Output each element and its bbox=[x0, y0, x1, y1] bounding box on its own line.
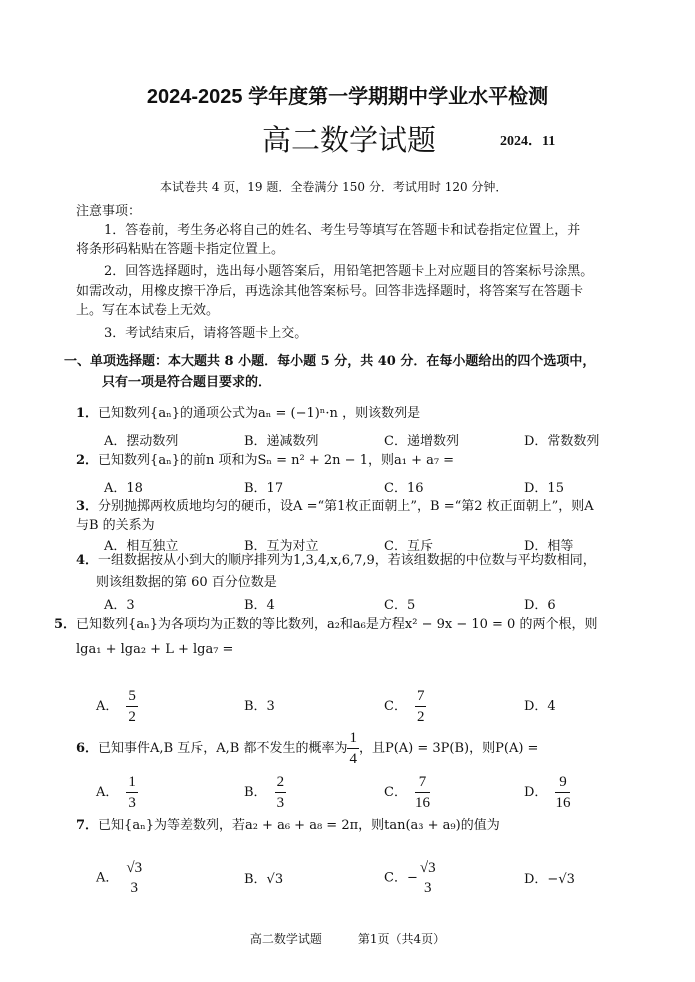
fraction bbox=[275, 772, 287, 813]
fraction bbox=[415, 686, 427, 727]
option-c: C．互斥 bbox=[384, 539, 433, 554]
notice-item: 将条形码粘贴在答题卡指定位置上。 bbox=[76, 242, 285, 257]
fraction bbox=[347, 728, 359, 769]
question-text-cont: lga₁ + lga₂ + L + lga₇ = bbox=[76, 642, 234, 657]
exam-title: 2024-2025 学年度第一学期期中学业水平检测 bbox=[146, 86, 549, 108]
fraction bbox=[126, 686, 138, 727]
numerator: 7 bbox=[415, 686, 427, 707]
question-number: 4． bbox=[76, 553, 99, 568]
option-label: A． bbox=[96, 870, 119, 886]
question-text: 已知事件A,B 互斥，A,B 都不发生的概率为 bbox=[98, 741, 348, 756]
fraction bbox=[420, 858, 436, 898]
page-footer bbox=[0, 930, 695, 948]
denominator: 2 bbox=[128, 709, 136, 725]
numerator: 5 bbox=[126, 686, 138, 707]
question-text-cont: 与B 的关系为 bbox=[76, 518, 155, 533]
denominator: 3 bbox=[128, 795, 136, 811]
option-c bbox=[384, 858, 436, 898]
denominator: 4 bbox=[349, 751, 357, 767]
option-a: A．18 bbox=[104, 481, 143, 496]
option-c bbox=[384, 686, 426, 727]
option-c: C．5 bbox=[384, 598, 416, 613]
question-2 bbox=[76, 452, 454, 470]
numerator: √3 bbox=[126, 860, 143, 876]
notice-item: 1．答卷前，考生务必将自己的姓名、考生号等填写在答题卡和试卷指定位置上，并 bbox=[104, 223, 581, 238]
question-5 bbox=[54, 616, 597, 634]
option-a: A．相互独立 bbox=[104, 539, 179, 554]
option-a: A．3 bbox=[104, 598, 135, 613]
numerator: 9 bbox=[555, 772, 570, 793]
fraction bbox=[555, 772, 570, 813]
question-3 bbox=[76, 498, 594, 516]
option-d: D．相等 bbox=[524, 539, 574, 554]
option-d: D．−√3 bbox=[524, 872, 575, 887]
question-number: 6． bbox=[76, 741, 99, 756]
option-d: D．6 bbox=[524, 598, 556, 613]
footer-page-number: 第1页（共4页） bbox=[357, 932, 446, 946]
question-text: ，且P(A) = 3P(B)，则P(A) = bbox=[358, 741, 539, 756]
denominator: 2 bbox=[416, 709, 425, 725]
fraction bbox=[126, 858, 142, 898]
question-7 bbox=[76, 817, 500, 835]
option-d: D．15 bbox=[524, 481, 564, 496]
question-text-cont: 则该组数据的第 60 百分位数是 bbox=[96, 575, 277, 590]
question-number: 5． bbox=[54, 617, 77, 632]
numerator: √3 bbox=[419, 860, 436, 876]
option-label: C． bbox=[384, 699, 407, 714]
question-number: 2． bbox=[76, 453, 99, 468]
notice-heading: 注意事项： bbox=[76, 204, 142, 219]
notice-item: 2．回答选择题时，选出每小题答案后，用铅笔把答题卡上对应题目的答案标号涂黑。 bbox=[104, 264, 594, 279]
question-text: 已知数列{aₙ}的通项公式为aₙ = (−1)ⁿ·n ，则该数列是 bbox=[98, 406, 421, 421]
option-a bbox=[96, 772, 138, 813]
option-d bbox=[524, 772, 570, 813]
question-number: 7． bbox=[76, 818, 99, 833]
numerator: 7 bbox=[415, 772, 430, 793]
section-heading: 一、单项选择题：本大题共 8 小题．每小题 5 分，共 40 分．在每小题给出的四个选项中， bbox=[64, 354, 596, 369]
exam-info: 本试卷共 4 页，19 题．全卷满分 150 分．考试用时 120 分钟． bbox=[160, 180, 508, 194]
question-6 bbox=[76, 728, 538, 769]
option-label: B． bbox=[244, 785, 267, 800]
exam-date: 2024．11 bbox=[500, 134, 556, 149]
question-text: 已知数列{aₙ}为各项均为正数的等比数列，a₂和a₆是方程x² − 9x − 10 = 0 的两个根，则 bbox=[76, 617, 598, 632]
question-text: 一组数据按从小到大的顺序排列为1,3,4,x,6,7,9，若该组数据的中位数与平均数相同， bbox=[98, 553, 596, 568]
option-label: C． bbox=[384, 785, 407, 800]
option-label: C．− bbox=[384, 870, 418, 886]
option-c: C．16 bbox=[384, 481, 424, 496]
question-text: 分别抛掷两枚质地均匀的硬币，设A =“第1枚正面朝上”，B =“第2 枚正面朝上”，则A bbox=[98, 499, 594, 514]
denominator: 16 bbox=[555, 795, 571, 811]
denominator: 16 bbox=[414, 795, 430, 811]
denominator: 3 bbox=[276, 795, 285, 811]
option-label: A． bbox=[96, 699, 119, 714]
option-b: B．√3 bbox=[244, 872, 284, 887]
question-text: 已知数列{aₙ}的前n 项和为Sₙ = n² + 2n − 1，则a₁ + a₇ = bbox=[98, 453, 455, 468]
option-a bbox=[96, 686, 138, 727]
option-b: B．4 bbox=[244, 598, 275, 613]
option-label: D． bbox=[524, 785, 548, 800]
subject-title: 高二数学试题 bbox=[262, 123, 437, 157]
numerator: 1 bbox=[126, 772, 138, 793]
fraction bbox=[126, 772, 138, 813]
notice-item: 3．考试结束后，请将答题卡上交。 bbox=[104, 326, 308, 341]
numerator: 2 bbox=[275, 772, 287, 793]
option-a bbox=[96, 858, 142, 898]
option-b: B．递减数列 bbox=[244, 434, 319, 449]
question-1 bbox=[76, 405, 420, 423]
denominator: 3 bbox=[130, 880, 138, 896]
question-number: 1． bbox=[76, 406, 99, 421]
option-b: B．3 bbox=[244, 699, 275, 714]
option-a: A．摆动数列 bbox=[104, 434, 179, 449]
question-4 bbox=[76, 552, 596, 570]
fraction bbox=[415, 772, 430, 813]
option-c bbox=[384, 772, 430, 813]
numerator: 1 bbox=[347, 728, 359, 749]
option-b bbox=[244, 772, 286, 813]
option-b: B．17 bbox=[244, 481, 284, 496]
notice-item: 如需改动，用橡皮擦干净后，再选涂其他答案标号。回答非选择题时，将答案写在答题卡 bbox=[76, 284, 584, 299]
footer-subject: 高二数学试题 bbox=[249, 932, 322, 946]
question-number: 3． bbox=[76, 499, 99, 514]
option-c: C．递增数列 bbox=[384, 434, 459, 449]
option-d: D．4 bbox=[524, 699, 556, 714]
question-text: 已知{aₙ}为等差数列，若a₂ + a₆ + a₈ = 2π，则tan(a₃ + a₉)的值为 bbox=[98, 818, 500, 833]
notice-item: 上。写在本试卷上无效。 bbox=[76, 303, 220, 318]
section-heading-cont: 只有一项是符合题目要求的． bbox=[102, 375, 272, 390]
option-label: A． bbox=[96, 785, 119, 800]
option-b: B．互为对立 bbox=[244, 539, 319, 554]
denominator: 3 bbox=[423, 880, 432, 896]
option-d: D．常数数列 bbox=[524, 434, 600, 449]
